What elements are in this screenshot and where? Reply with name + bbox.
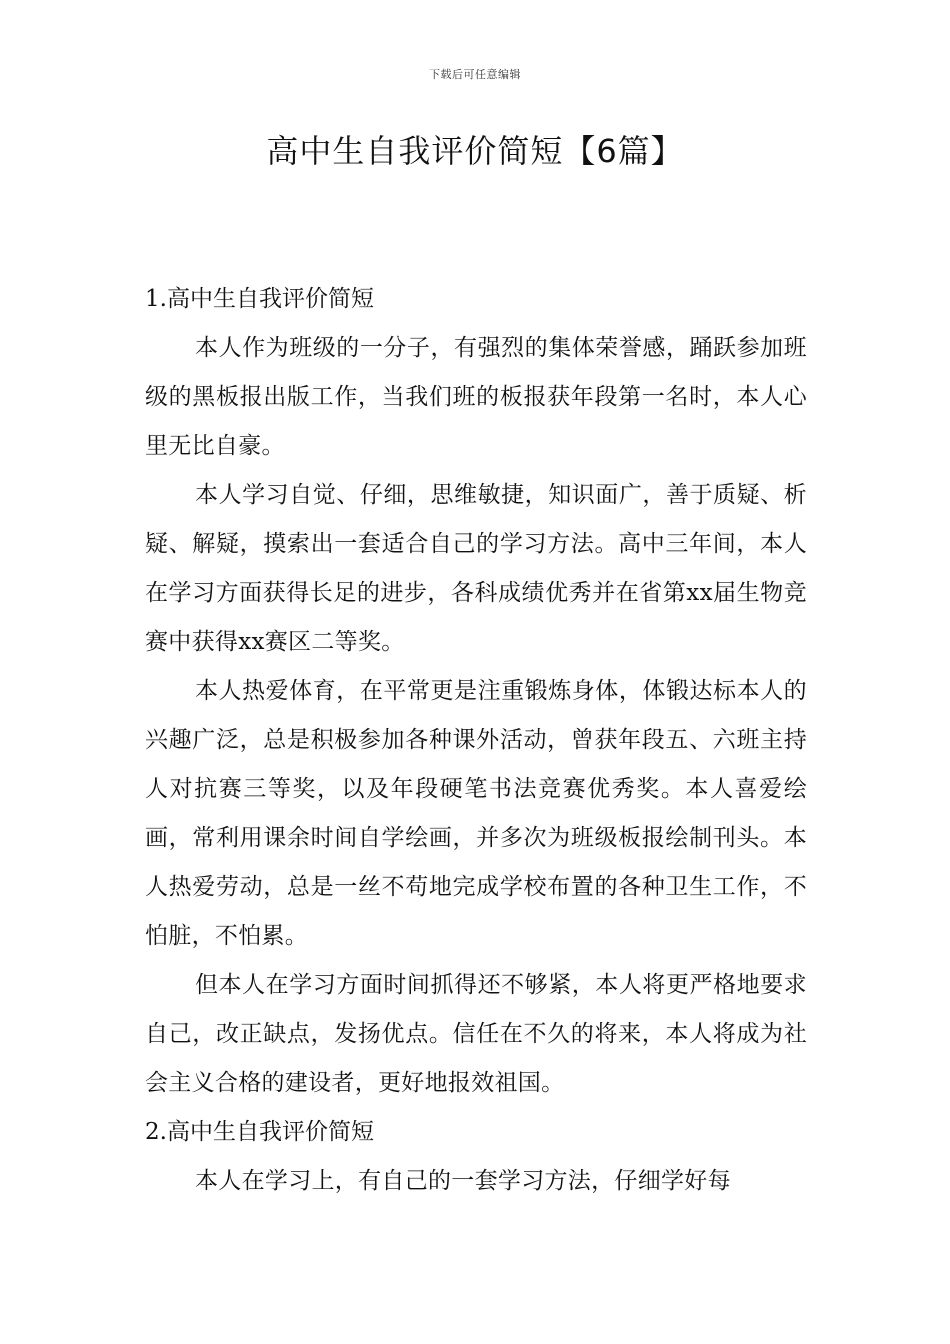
paragraph: 本人热爱体育，在平常更是注重锻炼身体，体锻达标本人的兴趣广泛，总是积极参加各种课外活动，曾获年段五、六班主持人对抗赛三等奖，以及年段硬笔书法竞赛优秀奖。本人喜爱绘画，常利用课余时间自学绘画，并多次为班级板报绘制刊头。本人热爱劳动，总是一丝不苟地完成学校布置的各种卫生工作，不怕脏，不怕累。 (145, 678, 807, 949)
paragraph: 本人学习自觉、仔细，思维敏捷，知识面广，善于质疑、析疑、解疑，摸索出一套适合自己的学习方法。高中三年间，本人在学习方面获得长足的进步，各科成绩优秀并在省第xx届生物竞赛中获得xx赛区二等奖。 (145, 482, 807, 655)
section-2 (145, 1108, 807, 1206)
section-heading: 2.高中生自我评价简短 (145, 1119, 374, 1145)
paragraph: 但本人在学习方面时间抓得还不够紧，本人将更严格地要求自己，改正缺点，发扬优点。信任在不久的将来，本人将成为社会主义合格的建设者，更好地报效祖国。 (145, 972, 807, 1096)
document-body (145, 275, 807, 1206)
document-title: 高中生自我评价简短【6篇】 (266, 132, 684, 170)
section-1 (145, 275, 807, 1108)
paragraph: 本人在学习上，有自己的一套学习方法，仔细学好每 (195, 1168, 731, 1194)
section-heading: 1.高中生自我评价简短 (145, 286, 374, 312)
paragraph: 本人作为班级的一分子，有强烈的集体荣誉感，踊跃参加班级的黑板报出版工作，当我们班的板报获年段第一名时，本人心里无比自豪。 (145, 335, 807, 459)
header-note: 下载后可任意编辑 (429, 68, 521, 81)
